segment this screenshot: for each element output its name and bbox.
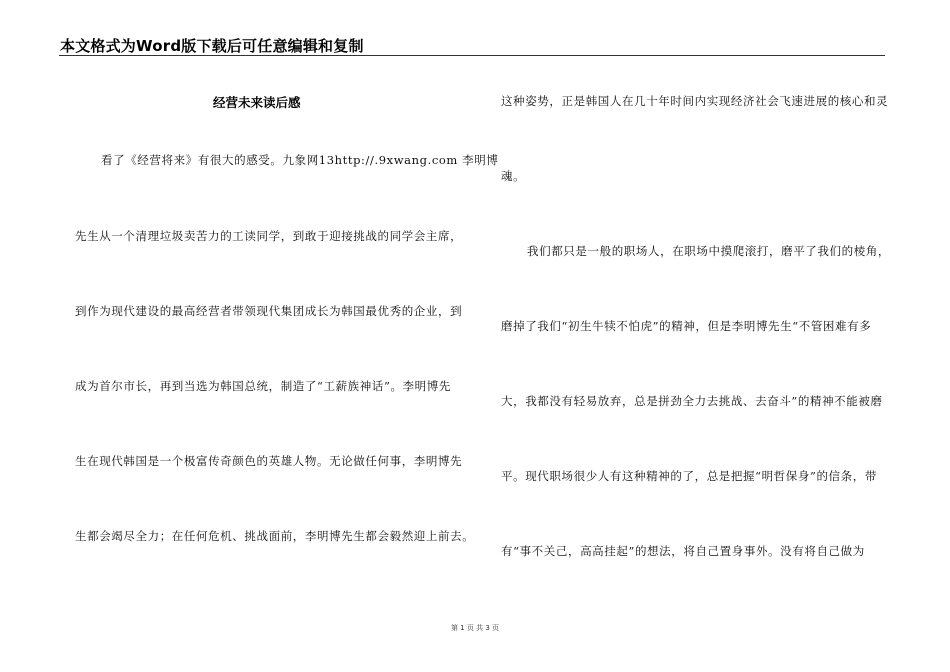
paragraph-line: 我们都只是一般的职场人，在职场中摸爬滚打，磨平了我们的棱角，	[527, 244, 890, 258]
paragraph-line: 磨掉了我们“初生牛犊不怕虎”的精神，但是李明博先生“不管困难有多	[501, 319, 872, 333]
page-number: 第 1 页 共 3 页	[450, 624, 500, 632]
header-notice: 本文格式为Word版下载后可任意编辑和复制	[60, 37, 364, 55]
paragraph-line: 有“事不关己，高高挂起”的想法，将自己置身事外。没有将自己做为	[501, 544, 865, 558]
left-column	[75, 0, 499, 672]
paragraph-line: 看了《经营将来》有很大的感受。九象网13http://.9xwang.com 李明博	[101, 153, 499, 167]
paragraph-line: 生在现代韩国是一个极富传奇颜色的英雄人物。无论做任何事，李明博先	[75, 454, 463, 468]
document-title: 经营未来读后感	[213, 95, 301, 110]
paragraph-line: 成为首尔市长，再到当选为韩国总统，制造了“工薪族神话”。李明博先	[75, 379, 451, 393]
paragraph-line: 平。现代职场很少人有这种精神的了，总是把握“明哲保身”的信条，带	[501, 469, 877, 483]
paragraph-line: 生都会竭尽全力；在任何危机、挑战面前，李明博先生都会毅然迎上前去。	[75, 529, 475, 543]
paragraph-line: 先生从一个清理垃圾卖苦力的工读同学，到敢于迎接挑战的同学会主席，	[75, 229, 463, 243]
paragraph-line: 到作为现代建设的最高经营者带领现代集团成长为韩国最优秀的企业，到	[75, 304, 463, 318]
paragraph-line: 大，我都没有轻易放弃，总是拼劲全力去挑战、去奋斗”的精神不能被磨	[501, 394, 883, 408]
right-column	[501, 0, 889, 672]
paragraph-line: 魂。	[501, 169, 526, 183]
paragraph-line: 这种姿势，正是韩国人在几十年时间内实现经济社会飞速进展的核心和灵	[501, 94, 889, 108]
